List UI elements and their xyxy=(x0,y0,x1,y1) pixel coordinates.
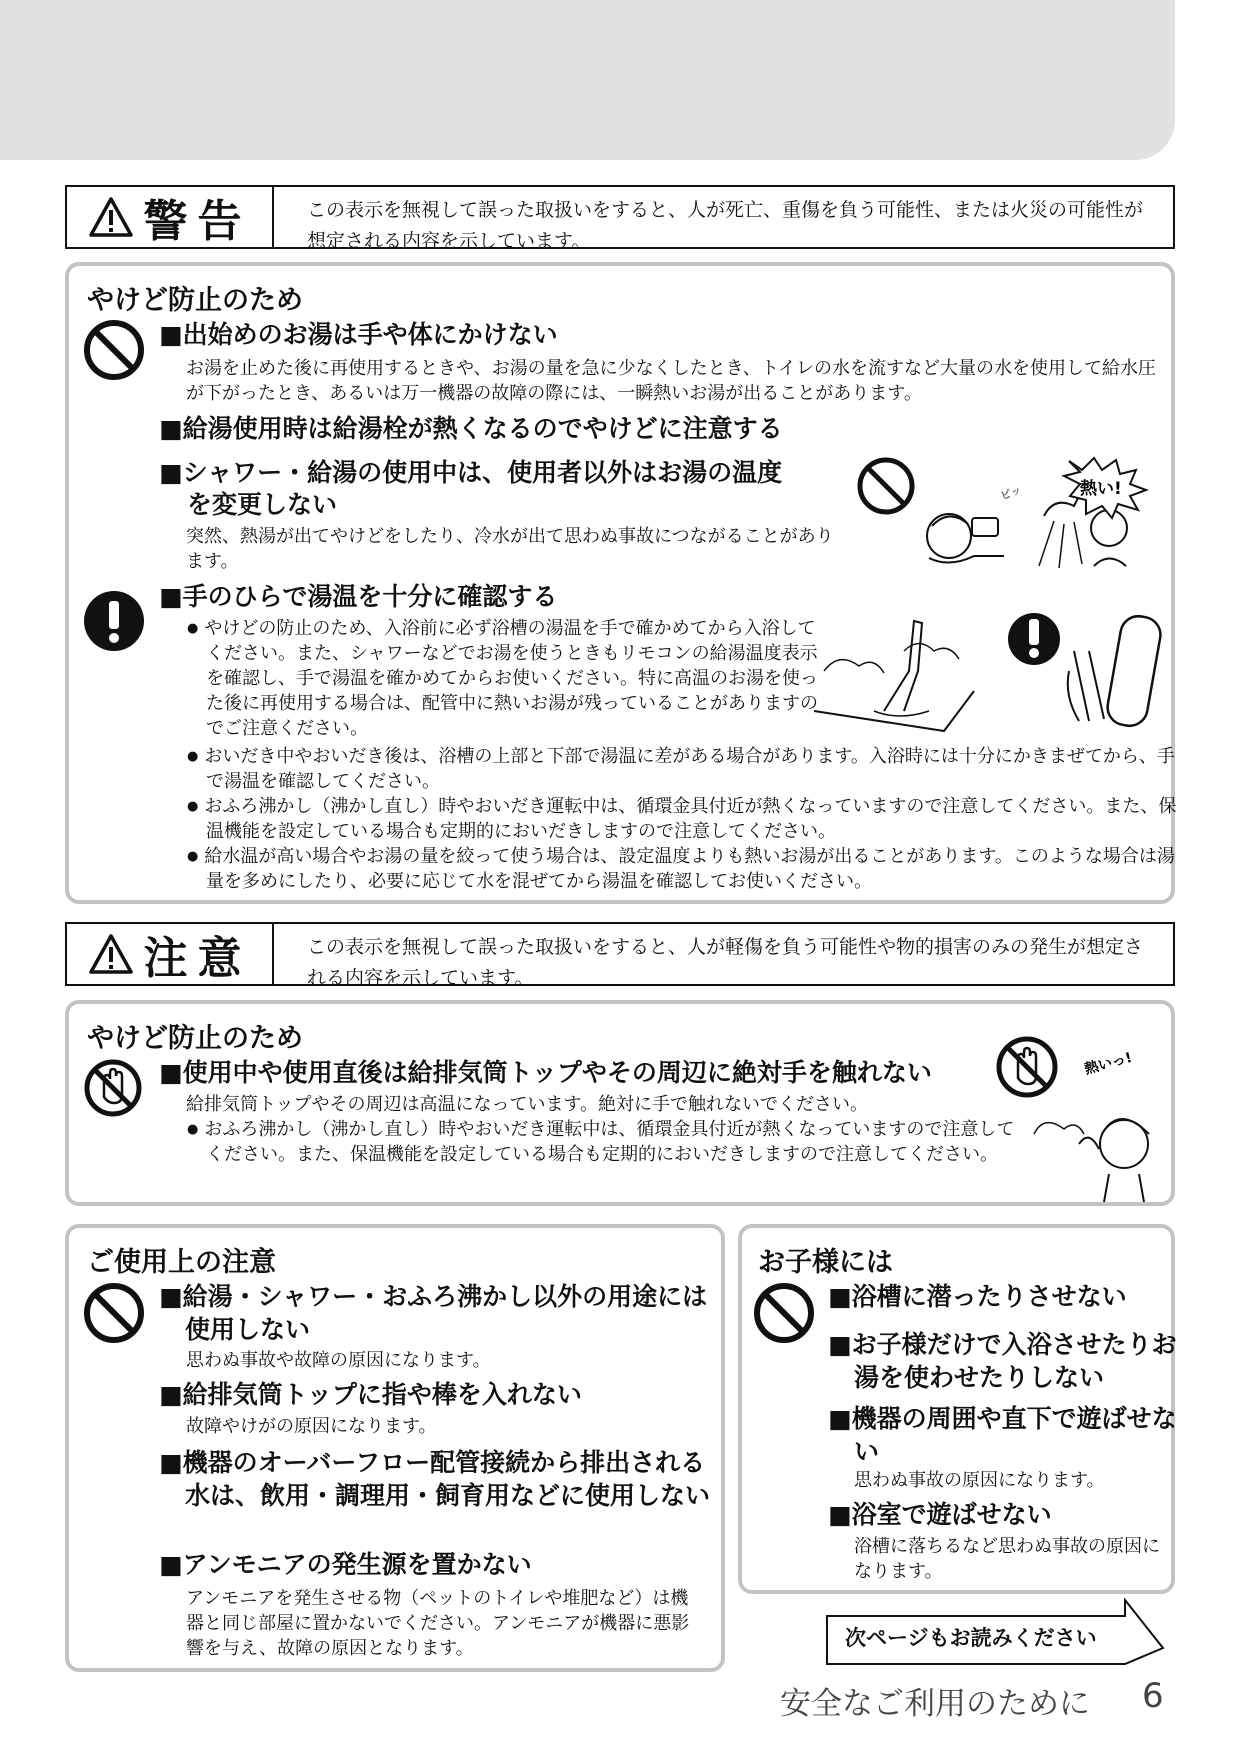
caution-label-box xyxy=(67,924,274,984)
prohibition-icon xyxy=(82,318,146,382)
top-band xyxy=(0,0,1175,160)
warning-panel-title: やけど防止のため xyxy=(87,285,303,316)
warn-item4-heading: ■手のひらで湯温を十分に確認する xyxy=(159,582,558,611)
usage-item3-heading: ■機器のオーバーフロー配管接続から排出される水は、飲用・調理用・飼育用などに使用しない xyxy=(159,1448,711,1510)
hand-temperature-illustration xyxy=(814,611,1169,736)
footer-section: 安全なご利用のために xyxy=(780,1686,1090,1722)
warn-item1-heading: ■出始めのお湯は手や体にかけない xyxy=(159,320,558,349)
caution-bullet: ● おふろ沸かし（沸かし直し）時やおいだき運転中は、循環金具付近が熱くなっていますので注意してください。また、保温機能を設定している場合も定期的においだきしますので注意してください。 xyxy=(187,1117,1026,1167)
warning-label: 警告 xyxy=(143,196,252,247)
children-item3-body: 思わぬ事故の原因になります。 xyxy=(854,1470,1105,1491)
next-page-label: 次ページもお読みください xyxy=(845,1626,1097,1650)
warn-item4-bullet-3: ● おふろ沸かし（沸かし直し）時やおいだき運転中は、循環金具付近が熱くなっていますので注意してください。また、保温機能を設定している場合も定期的においだきしますので注意してください。 xyxy=(187,794,1181,844)
caution-label: 注意 xyxy=(143,933,252,984)
hot-vent-illustration xyxy=(994,1034,1174,1204)
warning-label-box xyxy=(67,187,274,247)
warning-description: この表示を無視して誤った取扱いをすると、人が死亡、重傷を負う可能性、または火災の可能性が想定される内容を示しています。 xyxy=(307,199,1144,252)
usage-item1-body: 思わぬ事故や故障の原因になります。 xyxy=(186,1350,491,1371)
prohibition-icon xyxy=(752,1281,816,1345)
warn-item3-heading-2: を変更しない xyxy=(187,490,338,519)
warn-item4-bullet-1: ● やけどの防止のため、入浴前に必ず浴槽の湯温を手で確かめてから入浴してください。また、シャワーなどでお湯を使うときもリモコンの給湯温度表示を確認し、手で湯温を確かめてからお使いください。特に高温のお湯を使った後に再使用する場合は、配管中に熱いお湯が残っていることがありますのでご注意ください。 xyxy=(187,616,826,741)
beep-sound: ピッ xyxy=(998,483,1024,503)
caution-exclaim: 熱いっ! xyxy=(1082,1049,1134,1078)
caution-triangle-icon xyxy=(88,933,134,975)
usage-panel xyxy=(65,1224,725,1672)
children-item3-heading: ■機器の周囲や直下で遊ばせない xyxy=(828,1404,1177,1466)
caution-panel xyxy=(65,1000,1175,1206)
page-number: 6 xyxy=(1142,1676,1164,1716)
children-item4-heading: ■浴室で遊ばせない xyxy=(828,1500,1052,1529)
warn-item2-heading: ■給湯使用時は給湯栓が熱くなるのでやけどに注意する xyxy=(159,414,783,443)
usage-item2-heading: ■給排気筒トップに指や棒を入れない xyxy=(159,1380,582,1409)
caution-description: この表示を無視して誤った取扱いをすると、人が軽傷を負う可能性や物的損害のみの発生が想定される内容を示しています。 xyxy=(307,936,1144,989)
children-item2-heading: ■お子様だけで入浴させたりお湯を使わせたりしない xyxy=(828,1330,1177,1392)
warn-item4-bullet-2: ● おいだき中やおいだき後は、浴槽の上部と下部で湯温に差がある場合があります。入浴時には十分にかきまぜてから、手で湯温を確認してください。 xyxy=(187,744,1181,794)
usage-item4-body: アンモニアを発生させる物（ペットのトイレや堆肥など）は機器と同じ部屋に置かないでください。アンモニアが機器に悪影響を与え、故障の原因となります。 xyxy=(186,1588,690,1659)
children-item1-heading: ■浴槽に潜ったりさせない xyxy=(828,1282,1127,1311)
children-panel-title: お子様には xyxy=(758,1247,893,1278)
warn-item1-body: お湯を止めた後に再使用するときや、お湯の量を急に少なくしたとき、トイレの水を流すなど大量の水を使用して給水圧が下がったとき、あるいは万一機器の故障の際には、一瞬熱いお湯が出ることがあります。 xyxy=(186,358,1157,404)
caution-heading: ■使用中や使用直後は給排気筒トップやその周辺に絶対手を触れない xyxy=(159,1058,932,1087)
mandatory-icon xyxy=(82,589,146,653)
caution-panel-title: やけど防止のため xyxy=(87,1023,303,1054)
caution-body: 給排気筒トップやその周辺は高温になっています。絶対に手で触れないでください。 xyxy=(186,1094,869,1115)
children-panel xyxy=(738,1224,1175,1594)
hot-shower-illustration xyxy=(854,456,1164,581)
usage-item2-body: 故障やけがの原因になります。 xyxy=(186,1416,437,1437)
prohibition-icon xyxy=(82,1281,146,1345)
usage-panel-title: ご使用上の注意 xyxy=(87,1247,276,1278)
warning-header xyxy=(65,185,1175,252)
warn-item4-bullet-4: ● 給水温が高い場合やお湯の量を絞って使う場合は、設定温度よりも熱いお湯が出ることがあります。このような場合は湯量を多めにしたり、必要に応じて水を混ぜてから湯温を確認してお使いください。 xyxy=(187,844,1181,894)
usage-item4-heading: ■アンモニアの発生源を置かない xyxy=(159,1550,532,1579)
no-touch-icon xyxy=(82,1057,144,1119)
children-item4-body: 浴槽に落ちるなど思わぬ事故の原因になります。 xyxy=(854,1536,1160,1582)
caution-header xyxy=(65,922,1175,989)
warn-item3-heading-1: ■シャワー・給湯の使用中は、使用者以外はお湯の温度 xyxy=(159,458,783,487)
warn-item3-body: 突然、熱湯が出てやけどをしたり、冷水が出て思わぬ事故につながることがあります。 xyxy=(186,526,834,572)
warning-panel xyxy=(65,262,1175,904)
hot-exclaim: 熱い! xyxy=(1080,479,1122,499)
warning-triangle-icon xyxy=(88,196,134,238)
usage-item1-heading: ■給湯・シャワー・おふろ沸かし以外の用途には使用しない xyxy=(159,1282,708,1344)
